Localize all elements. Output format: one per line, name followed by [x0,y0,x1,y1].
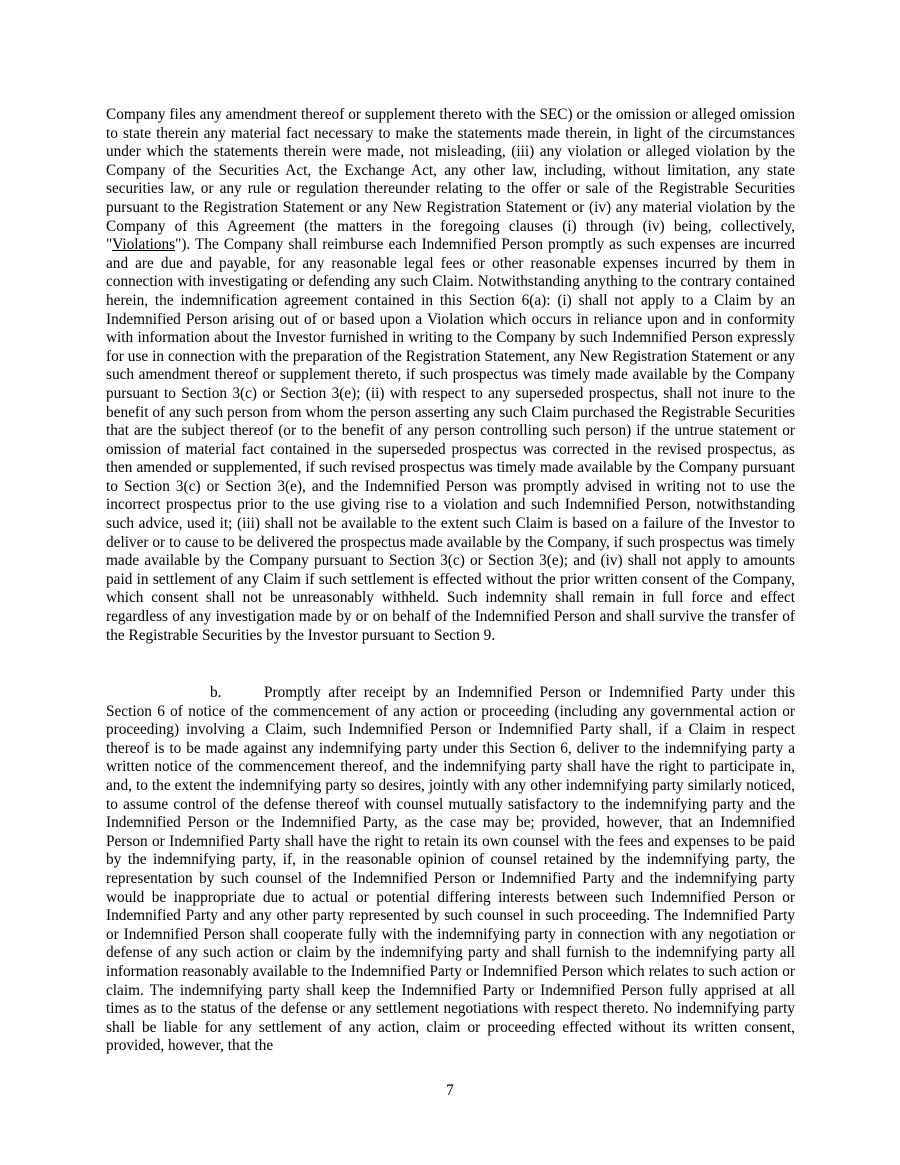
page-number: 7 [446,1082,454,1099]
paragraph-text-before-term: Company files any amendment thereof or supplement thereto with the SEC) or the omission or alleged omission to state therein any material fact necessary to make the statements made therein, in light of the circumstances under which the statements therein were made, not misleading, (iii) any violation or alleged violation by the Company of the Securities Act, the Exchange Act, any other law, including, without limitation, any state securities law, or any rule or regulation thereunder relating to the offer or sale of the Registrable Securities pursuant to the Registration Statement or any New Registration Statement or (iv) any material violation by the Company of this Agreement (the matters in the foregoing clauses (i) through (iv) being, collectively, " [106,106,795,254]
paragraph-6b-text: Promptly after receipt by an Indemnified Person or Indemnified Party under this Section 6 of notice of the commencement of any action or proceeding (including any governmental action or proceeding) involving a Claim, such Indemnified Person or Indemnified Party shall, if a Claim in respect thereof is to be made against any indemnifying party under this Section 6, deliver to the indemnifying party a written notice of the commencement thereof, and the indemnifying party shall have the right to participate in, and, to the extent the indemnifying party so desires, jointly with any other indemnifying party similarly noticed, to assume control of the defense thereof with counsel mutually satisfactory to the indemnifying party and the Indemnified Person or the Indemnified Party, as the case may be; provided, however, that an Indemnified Person or Indemnified Party shall have the right to retain its own counsel with the fees and expenses to be paid by the indemnifying party, if, in the reasonable opinion of counsel retained by the indemnifying party, the representation by such counsel of the Indemnified Person or Indemnified Party and the indemnifying party would be inappropriate due to actual or potential differing interests between such Indemnified Person or Indemnified Party and any other party represented by such counsel in such proceeding. The Indemnified Party or Indemnified Person shall cooperate fully with the indemnifying party in connection with any negotiation or defense of any such action or claim by the indemnifying party and shall furnish to the indemnifying party all information reasonably available to the Indemnified Party or Indemnified Person which relates to such action or claim. The indemnifying party shall keep the Indemnified Party or Indemnified Person fully apprised at all times as to the status of the defense or any settlement negotiations with respect thereto. No indemnifying party shall be liable for any settlement of any action, claim or proceeding effected without its written consent, provided, however, that the [106,684,795,1055]
section-marker-b: b. [210,684,222,701]
paragraph-section-6b [106,684,795,1056]
paragraph-section-6a-continuation [106,106,795,645]
defined-term-violations: Violations [112,236,176,254]
paragraph-text-after-term: "). The Company shall reimburse each Indemnified Person promptly as such expenses are incurred and are due and payable, for any reasonable legal fees or other reasonable expenses incurred by them in connection with investigating or defending any such Claim. Notwithstanding anything to the contrary contained herein, the indemnification agreement contained in this Section 6(a): (i) shall not apply to a Claim by an Indemnified Person arising out of or based upon a Violation which occurs in reliance upon and in conformity with information about the Investor furnished in writing to the Company by such Indemnified Person expressly for use in connection with the preparation of the Registration Statement, any New Registration Statement or any such amendment thereof or supplement thereto, if such prospectus was timely made available by the Company pursuant to Section 3(c) or Section 3(e); (ii) with respect to any superseded prospectus, shall not inure to the benefit of any such person from whom the person asserting any such Claim purchased the Registrable Securities that are the subject thereof (or to the benefit of any person controlling such person) if the untrue statement or omission of material fact contained in the superseded prospectus was corrected in the revised prospectus, as then amended or supplemented, if such revised prospectus was timely made available by the Company pursuant to Section 3(c) or Section 3(e), and the Indemnified Person was promptly advised in writing not to use the incorrect prospectus prior to the use giving rise to a violation and such Indemnified Person, notwithstanding such advice, used it; (iii) shall not be available to the extent such Claim is based on a failure of the Investor to deliver or to cause to be delivered the prospectus made available by the Company, if such prospectus was timely made available by the Company pursuant to Section 3(c) or Section 3(e); and (iv) shall not apply to amounts paid in settlement of any Claim if such settlement is effected without the prior written consent of the Company, which consent shall not be unreasonably withheld. Such indemnity shall remain in full force and effect regardless of any investigation made by or on behalf of the Indemnified Person and shall survive the transfer of the Registrable Securities by the Investor pursuant to Section 9. [106,236,795,644]
